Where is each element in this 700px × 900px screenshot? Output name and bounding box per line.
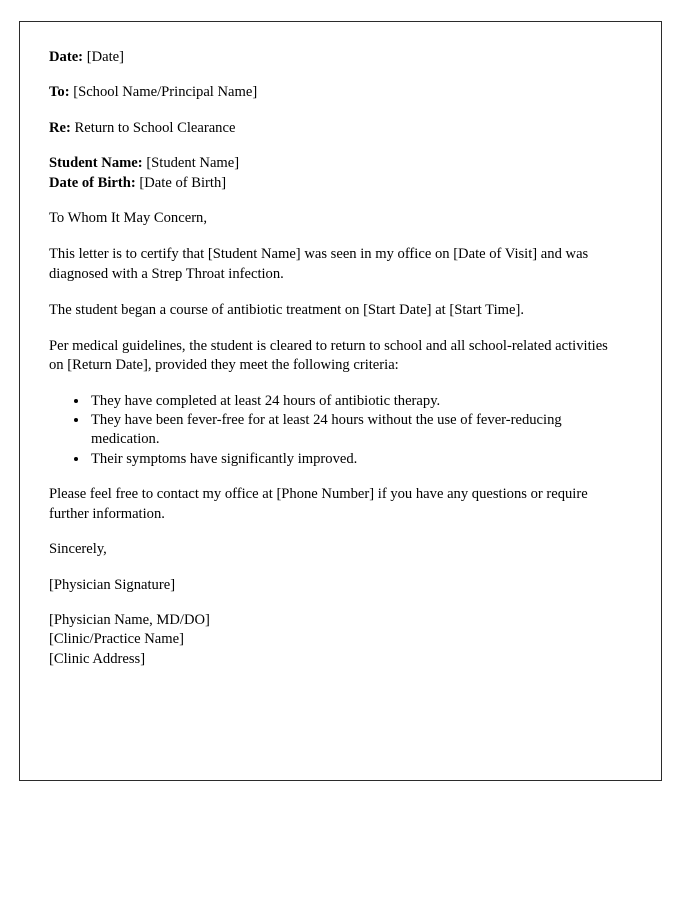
list-item: • They have completed at least 24 hours of antibiotic therapy.: [89, 392, 631, 411]
student-name-label: Student Name:: [49, 155, 143, 172]
criteria-list: [49, 392, 631, 469]
clinic-name: [Clinic/Practice Name]: [49, 631, 184, 648]
document-content: [20, 22, 661, 669]
paragraph-treatment: The student began a course of antibiotic treatment on [Start Date] at [Start Time].: [49, 301, 524, 318]
date-of-birth-label: Date of Birth:: [49, 174, 136, 191]
date-label: Date:: [49, 49, 84, 65]
date-value: [Date]: [86, 49, 124, 65]
student-name-line: [49, 154, 615, 173]
list-item: • Their symptoms have significantly improved.: [89, 450, 631, 469]
list-item: • They have been fever-free for at least 24 hours without the use of fever-reducing medication.: [89, 411, 631, 450]
physician-name: [Physician Name, MD/DO]: [49, 612, 210, 629]
to-value: [School Name/Principal Name]: [73, 84, 258, 101]
recipient-line: [49, 83, 615, 102]
student-info-block: [49, 154, 615, 193]
paragraph-contact: Please feel free to contact my office at [Phone Number] if you have any questions or require further information.: [49, 485, 588, 522]
signature-block: [49, 611, 631, 669]
re-value: Return to School Clearance: [74, 119, 236, 136]
subject-line: [49, 119, 615, 138]
date-of-birth-value: [Date of Birth]: [139, 174, 227, 191]
paragraph-certification: This letter is to certify that [Student Name] was seen in my office on [Date of Visit] and was diagnosed with a Strep Throat infection.: [49, 246, 589, 283]
paragraph-clearance: Per medical guidelines, the student is cleared to return to school and all school-related activities on [Return Date], provided they meet the following criteria:: [49, 337, 608, 374]
salutation: To Whom It May Concern,: [49, 210, 207, 227]
re-label: Re:: [49, 119, 71, 136]
date-of-birth-line: [49, 174, 615, 193]
clinic-address: [Clinic Address]: [49, 650, 146, 667]
closing-salutation: Sincerely,: [49, 541, 107, 558]
to-label: To:: [49, 84, 70, 101]
date-line: [49, 48, 615, 67]
document-page: [19, 21, 662, 781]
signature-placeholder: [Physician Signature]: [49, 576, 176, 593]
student-name-value: [Student Name]: [146, 155, 240, 172]
